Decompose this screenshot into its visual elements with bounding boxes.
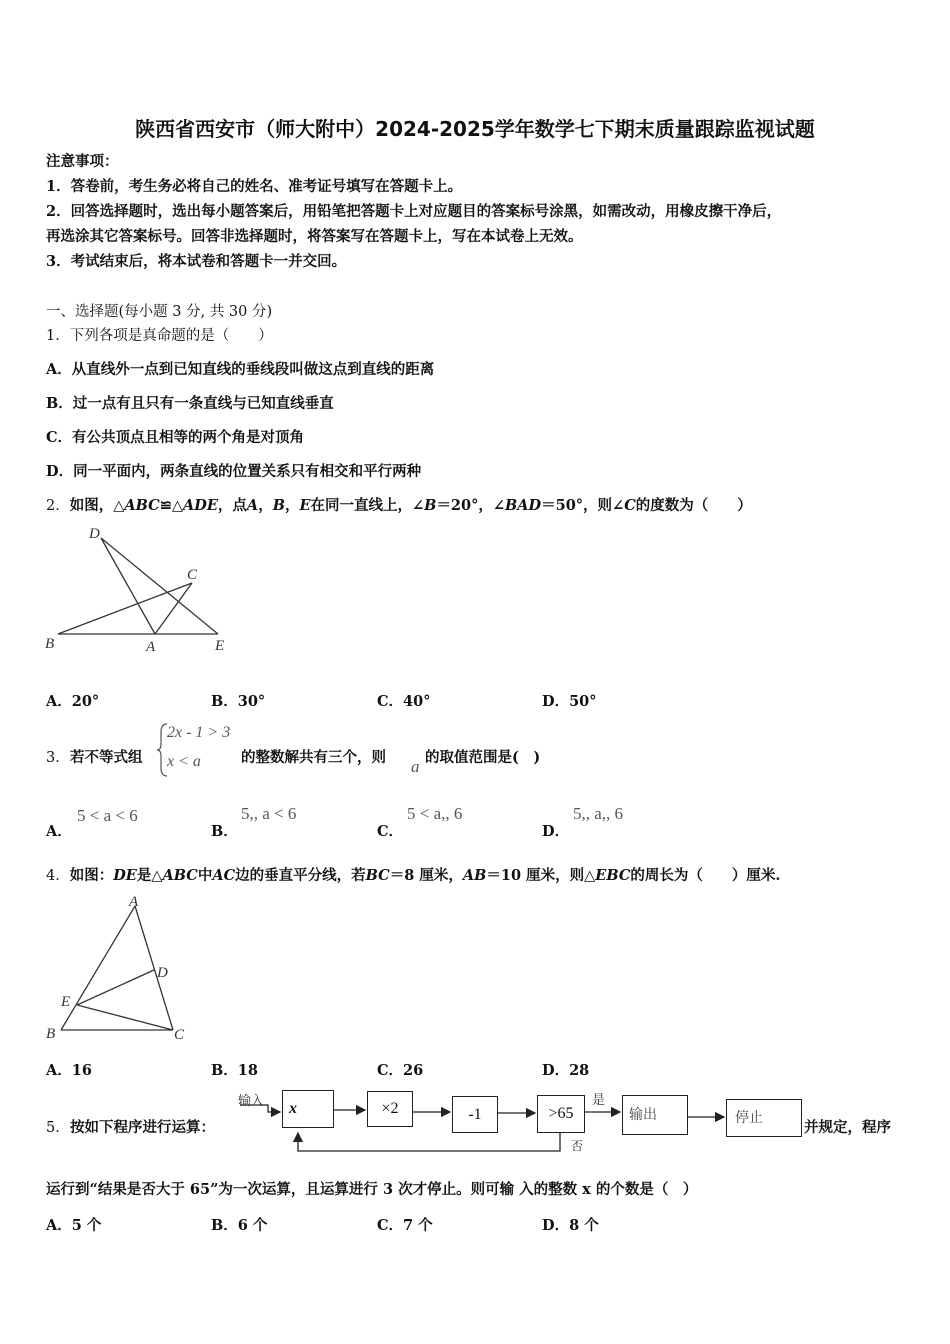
question-1-option-d: D．同一平面内，两条直线的位置关系只有相交和平行两种 <box>46 463 422 480</box>
question-3-option-c: 5 < a,, 6 <box>407 804 463 823</box>
question-2-stem: 2．如图，△ABC≌△ADE，点A，B，E在同一直线上，∠B＝20°，∠BAD＝50°，则∠C的度数为（ ） <box>46 497 752 514</box>
question-5-option-b: B．6 个 <box>211 1217 268 1234</box>
question-1-stem: 1．下列各项是真命题的是（ ） <box>46 328 273 344</box>
segment-ab <box>61 906 135 1030</box>
segment-de <box>101 538 218 634</box>
question-5-number: 5． <box>46 1120 70 1136</box>
inequality-2: x < a <box>167 753 201 770</box>
question-3-option-b-letter: B． <box>211 823 238 840</box>
question-3-number: 3． <box>46 750 70 766</box>
label-a: A <box>146 639 156 655</box>
label-b: B <box>45 636 55 652</box>
question-3-stem-a: 若不等式组 <box>70 749 143 766</box>
question-1-option-b: B．过一点有且只有一条直线与已知直线垂直 <box>46 395 334 412</box>
label-b: B <box>46 1026 56 1042</box>
question-2-option-d: D．50° <box>542 693 597 710</box>
question-3-option-a: 5 < a < 6 <box>77 806 138 825</box>
flow-box-x: x <box>282 1090 334 1128</box>
notice-heading: 注意事项： <box>46 153 119 170</box>
question-5-option-d: D．8 个 <box>542 1217 599 1234</box>
question-3-stem-b: 的整数解共有三个，则 <box>241 749 386 766</box>
question-3-option-c-letter: C． <box>377 823 404 840</box>
question-5-option-a: A．5 个 <box>46 1217 102 1234</box>
label-d: D <box>89 526 100 542</box>
segment-bc <box>58 583 192 634</box>
question-3-stem-c: 的取值范围是( ) <box>425 749 541 766</box>
flow-box-stop: 停止 <box>726 1099 802 1137</box>
question-3-option-d-letter: D． <box>542 823 570 840</box>
question-4-option-b: B．18 <box>211 1062 258 1079</box>
flow-box-minus1: -1 <box>452 1096 498 1133</box>
notice-item: 再选涂其它答案标号。回答非选择题时，将答案写在答题卡上，写在本试卷上无效。 <box>46 228 583 245</box>
notice-item: 2．回答选择题时，选出每小题答案后，用铅笔把答题卡上对应题目的答案标号涂黑，如需改动，用橡皮擦干净后， <box>46 203 782 220</box>
segment-da <box>101 538 155 634</box>
question-2-option-c: C．40° <box>377 693 431 710</box>
question-5-stem-c: 运行到“结果是否大于 65”为一次运算，且运算进行 3 次才停止。则可输 入的整数 x 的个数是（ ） <box>46 1181 698 1198</box>
question-4-stem: 4．如图：DE是△ABC中AC边的垂直平分线，若BC＝8 厘米，AB＝10 厘米，则△EBC的周长为（ ）厘米. <box>46 867 781 884</box>
page-title: 陕西省西安市（师大附中）2024-2025学年数学七下期末质量跟踪监视试题 <box>135 117 815 141</box>
question-3-option-b: 5,, a < 6 <box>241 804 297 823</box>
label-c: C <box>187 567 198 583</box>
inequality-1: 2x - 1 > 3 <box>167 724 231 741</box>
question-5-stem-a: 按如下程序进行运算： <box>70 1119 215 1136</box>
question-4-option-d: D．28 <box>542 1062 590 1079</box>
question-2-figure <box>40 522 240 657</box>
question-1-option-c: C．有公共顶点且相等的两个角是对顶角 <box>46 429 305 446</box>
label-a: A <box>129 894 139 910</box>
label-d: D <box>157 965 168 981</box>
flow-box-output: 输出 <box>622 1095 688 1135</box>
label-c: C <box>174 1027 185 1043</box>
question-5-stem-b: 并规定，程序 <box>804 1119 891 1136</box>
question-5-option-c: C．7 个 <box>377 1217 433 1234</box>
segment-ed <box>77 970 154 1005</box>
question-2-option-b: B．30° <box>211 693 266 710</box>
question-4-option-c: C．26 <box>377 1062 424 1079</box>
question-2-option-a: A．20° <box>46 693 100 710</box>
notice-item: 1．答卷前，考生务必将自己的姓名、准考证号填写在答题卡上。 <box>46 178 463 195</box>
label-e: E <box>215 638 225 654</box>
flow-box-times2: ×2 <box>367 1091 413 1127</box>
variable-a: a <box>411 757 420 776</box>
flow-box-gt65: >65 <box>537 1095 585 1133</box>
question-3-option-d: 5,, a,, 6 <box>573 804 624 823</box>
flow-no-label: 否 <box>571 1139 584 1153</box>
notice-item: 3．考试结束后，将本试卷和答题卡一并交回。 <box>46 253 347 270</box>
flow-input-label: 输入 <box>238 1094 265 1109</box>
question-4-figure <box>40 893 200 1048</box>
section-heading: 一、选择题(每小题 3 分, 共 30 分) <box>46 304 273 320</box>
flow-yes-label: 是 <box>592 1093 606 1108</box>
label-e: E <box>61 994 71 1010</box>
segment-ec <box>77 1005 173 1030</box>
question-4-option-a: A．16 <box>46 1062 92 1079</box>
question-1-option-a: A．从直线外一点到已知直线的垂线段叫做这点到直线的距离 <box>46 361 435 378</box>
question-3-option-a-letter: A． <box>46 823 72 840</box>
